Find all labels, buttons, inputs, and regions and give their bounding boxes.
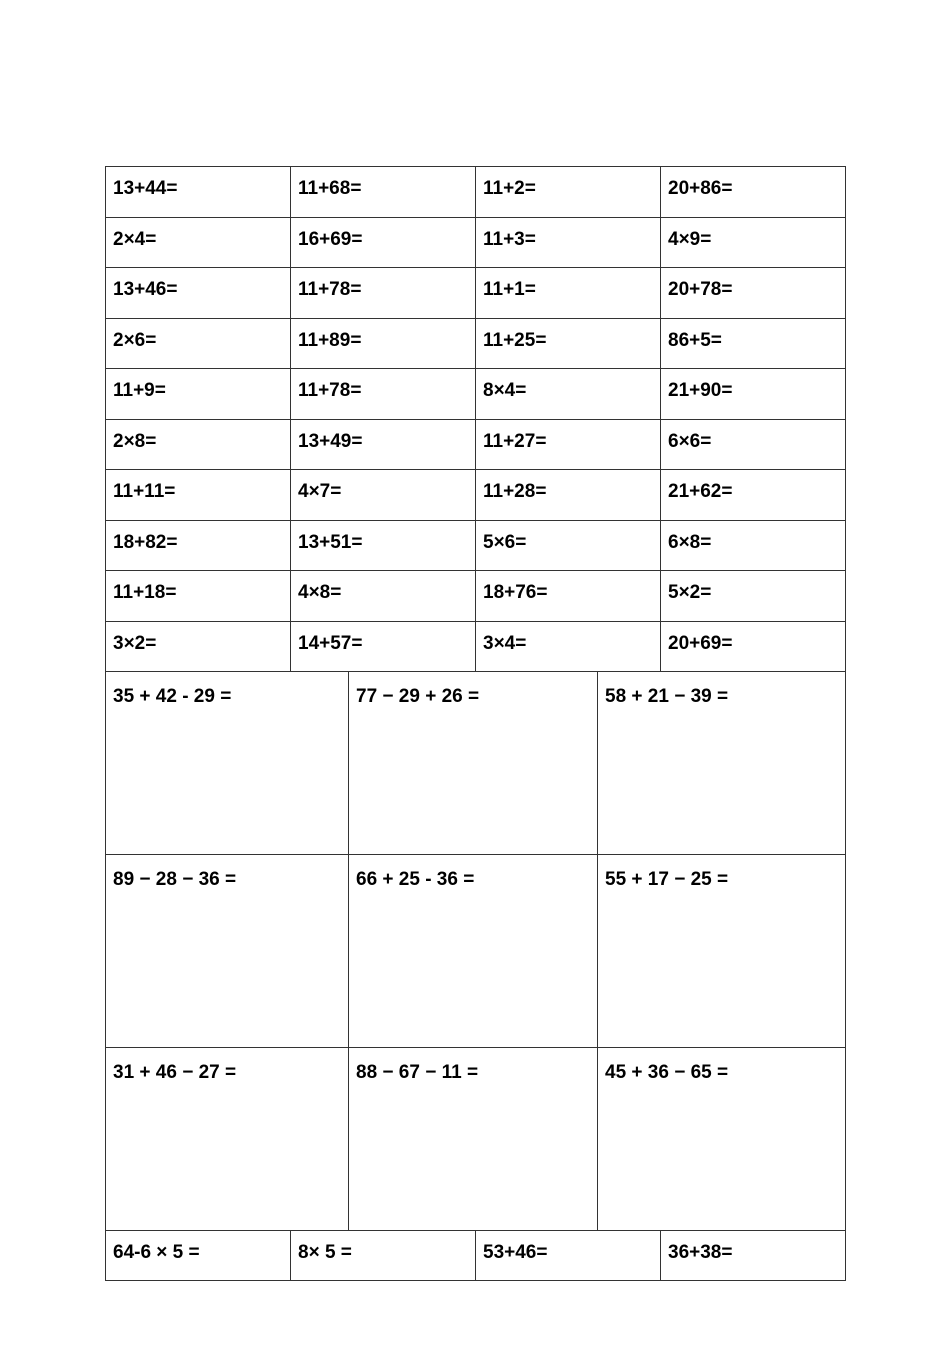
multi-step-problem-cell: 55 + 17 − 25 = [598, 855, 846, 1048]
problem-cell: 8×4= [476, 369, 661, 420]
problem-cell: 36+38= [661, 1231, 846, 1281]
problem-cell: 21+90= [661, 369, 846, 420]
multi-step-problem-cell: 89 − 28 − 36 = [106, 855, 349, 1048]
multi-step-problem-cell: 35 + 42 - 29 = [106, 672, 349, 855]
problem-cell: 13+51= [291, 521, 476, 572]
problem-cell: 64-6 × 5 = [106, 1231, 291, 1281]
table-row [106, 855, 846, 1048]
problem-cell: 3×4= [476, 622, 661, 673]
problem-cell: 11+9= [106, 369, 291, 420]
table-row [106, 218, 846, 269]
multi-step-problem-cell: 66 + 25 - 36 = [349, 855, 598, 1048]
problem-cell: 13+44= [106, 167, 291, 218]
problem-cell: 11+27= [476, 420, 661, 471]
problem-cell: 16+69= [291, 218, 476, 269]
multi-step-problem-cell: 45 + 36 − 65 = [598, 1048, 846, 1231]
table-row [106, 420, 846, 471]
problem-cell: 11+25= [476, 319, 661, 370]
table-row [106, 571, 846, 622]
problem-cell: 20+69= [661, 622, 846, 673]
problem-cell: 11+18= [106, 571, 291, 622]
table-row [106, 521, 846, 572]
problem-cell: 8× 5 = [291, 1231, 476, 1281]
problem-cell: 2×4= [106, 218, 291, 269]
problem-cell: 4×8= [291, 571, 476, 622]
problem-cell: 13+46= [106, 268, 291, 319]
problem-cell: 2×8= [106, 420, 291, 471]
table-row [106, 319, 846, 370]
problem-cell: 18+82= [106, 521, 291, 572]
problem-cell: 11+3= [476, 218, 661, 269]
problem-cell: 11+78= [291, 369, 476, 420]
problem-cell: 11+11= [106, 470, 291, 521]
problem-cell: 86+5= [661, 319, 846, 370]
problem-cell: 4×7= [291, 470, 476, 521]
problem-cell: 13+49= [291, 420, 476, 471]
problem-cell: 11+2= [476, 167, 661, 218]
problem-cell: 20+86= [661, 167, 846, 218]
problem-cell: 3×2= [106, 622, 291, 673]
problem-cell: 11+28= [476, 470, 661, 521]
multi-step-problem-cell: 58 + 21 − 39 = [598, 672, 846, 855]
problem-cell: 14+57= [291, 622, 476, 673]
problem-cell: 11+89= [291, 319, 476, 370]
problem-cell: 5×2= [661, 571, 846, 622]
problem-cell: 6×8= [661, 521, 846, 572]
problem-cell: 6×6= [661, 420, 846, 471]
problem-cell: 11+68= [291, 167, 476, 218]
problem-cell: 20+78= [661, 268, 846, 319]
table-row [106, 1231, 846, 1281]
table-row [106, 672, 846, 855]
problem-cell: 5×6= [476, 521, 661, 572]
problem-cell: 21+62= [661, 470, 846, 521]
multi-step-problem-cell: 31 + 46 − 27 = [106, 1048, 349, 1231]
problem-cell: 4×9= [661, 218, 846, 269]
problem-cell: 11+1= [476, 268, 661, 319]
problem-cell: 53+46= [476, 1231, 661, 1281]
table-row [106, 1048, 846, 1231]
table-row [106, 622, 846, 673]
worksheet-table [105, 166, 846, 1281]
problem-cell: 2×6= [106, 319, 291, 370]
multi-step-problem-cell: 77 − 29 + 26 = [349, 672, 598, 855]
table-row [106, 369, 846, 420]
multi-step-problem-cell: 88 − 67 − 11 = [349, 1048, 598, 1231]
problem-cell: 18+76= [476, 571, 661, 622]
table-row [106, 470, 846, 521]
problem-cell: 11+78= [291, 268, 476, 319]
table-row [106, 167, 846, 218]
table-row [106, 268, 846, 319]
